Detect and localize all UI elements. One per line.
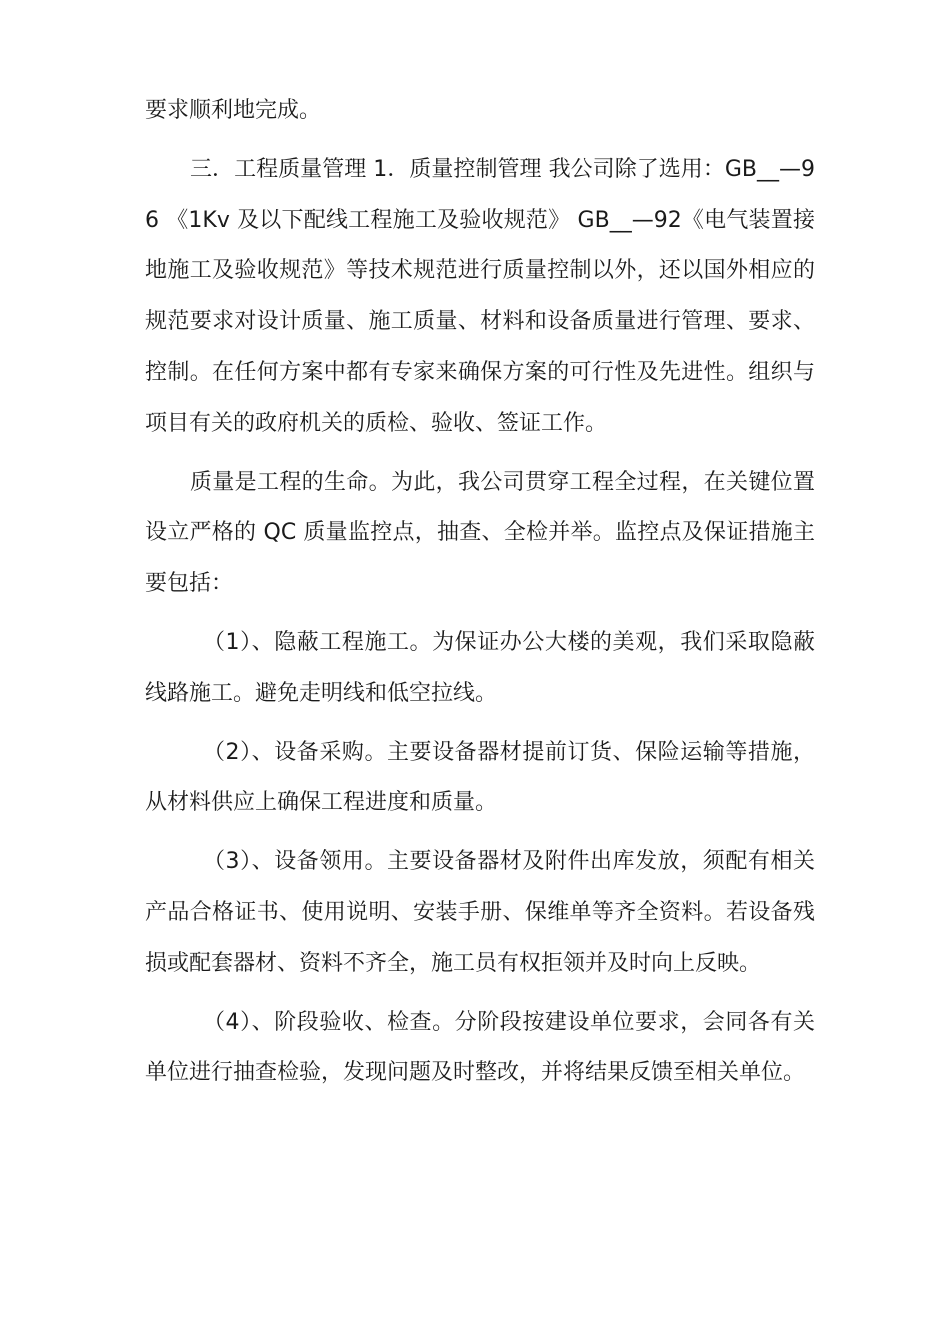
paragraph-gap [145,610,815,618]
list-item-2: （2）、设备采购。主要设备器材提前订货、保险运输等措施，从材料供应上确保工程进度和质量。 [145,739,815,816]
paragraph-quality-management: 三．工程质量管理 1．质量控制管理 我公司除了选用：GB__—96 《1Kv 及以下配线工程施工及验收规范》 GB__—92《电气装置接地施工及验收规范》等技术规范进行质量控制以外，还以国外相应的规范要求对设计质量、施工质量、材料和设备质量进行管理、要求、控制。在任何方案中都有专家来确保方案的可行性及先进性。组织与项目有关的政府机关的质检、验收、签证工作。 [145,156,815,436]
list-item-1: （1）、隐蔽工程施工。为保证办公大楼的美观，我们采取隐蔽线路施工。避免走明线和低空拉线。 [145,629,815,706]
paragraph-gap [145,450,815,458]
list-item-3: （3）、设备领用。主要设备器材及附件出库发放，须配有相关产品合格证书、使用说明、安装手册、保维单等齐全资料。若设备残损或配套器材、资料不齐全，施工员有权拒领并及时向上反映。 [145,849,815,976]
list-item-4: （4）、阶段验收、检查。分阶段按建设单位要求，会同各有关单位进行抽查检验，发现问题及时整改，并将结果反馈至相关单位。 [145,1009,815,1086]
paragraph-continuation: 要求顺利地完成。 [145,98,322,123]
document-body [145,86,815,1099]
paragraph-gap [145,990,815,998]
paragraph-gap [145,720,815,728]
paragraph-gap [145,137,815,145]
paragraph-gap [145,829,815,837]
paragraph-quality-life: 质量是工程的生命。为此，我公司贯穿工程全过程，在关键位置设立严格的 QC 质量监控点，抽查、全检并举。监控点及保证措施主要包括： [145,469,815,597]
